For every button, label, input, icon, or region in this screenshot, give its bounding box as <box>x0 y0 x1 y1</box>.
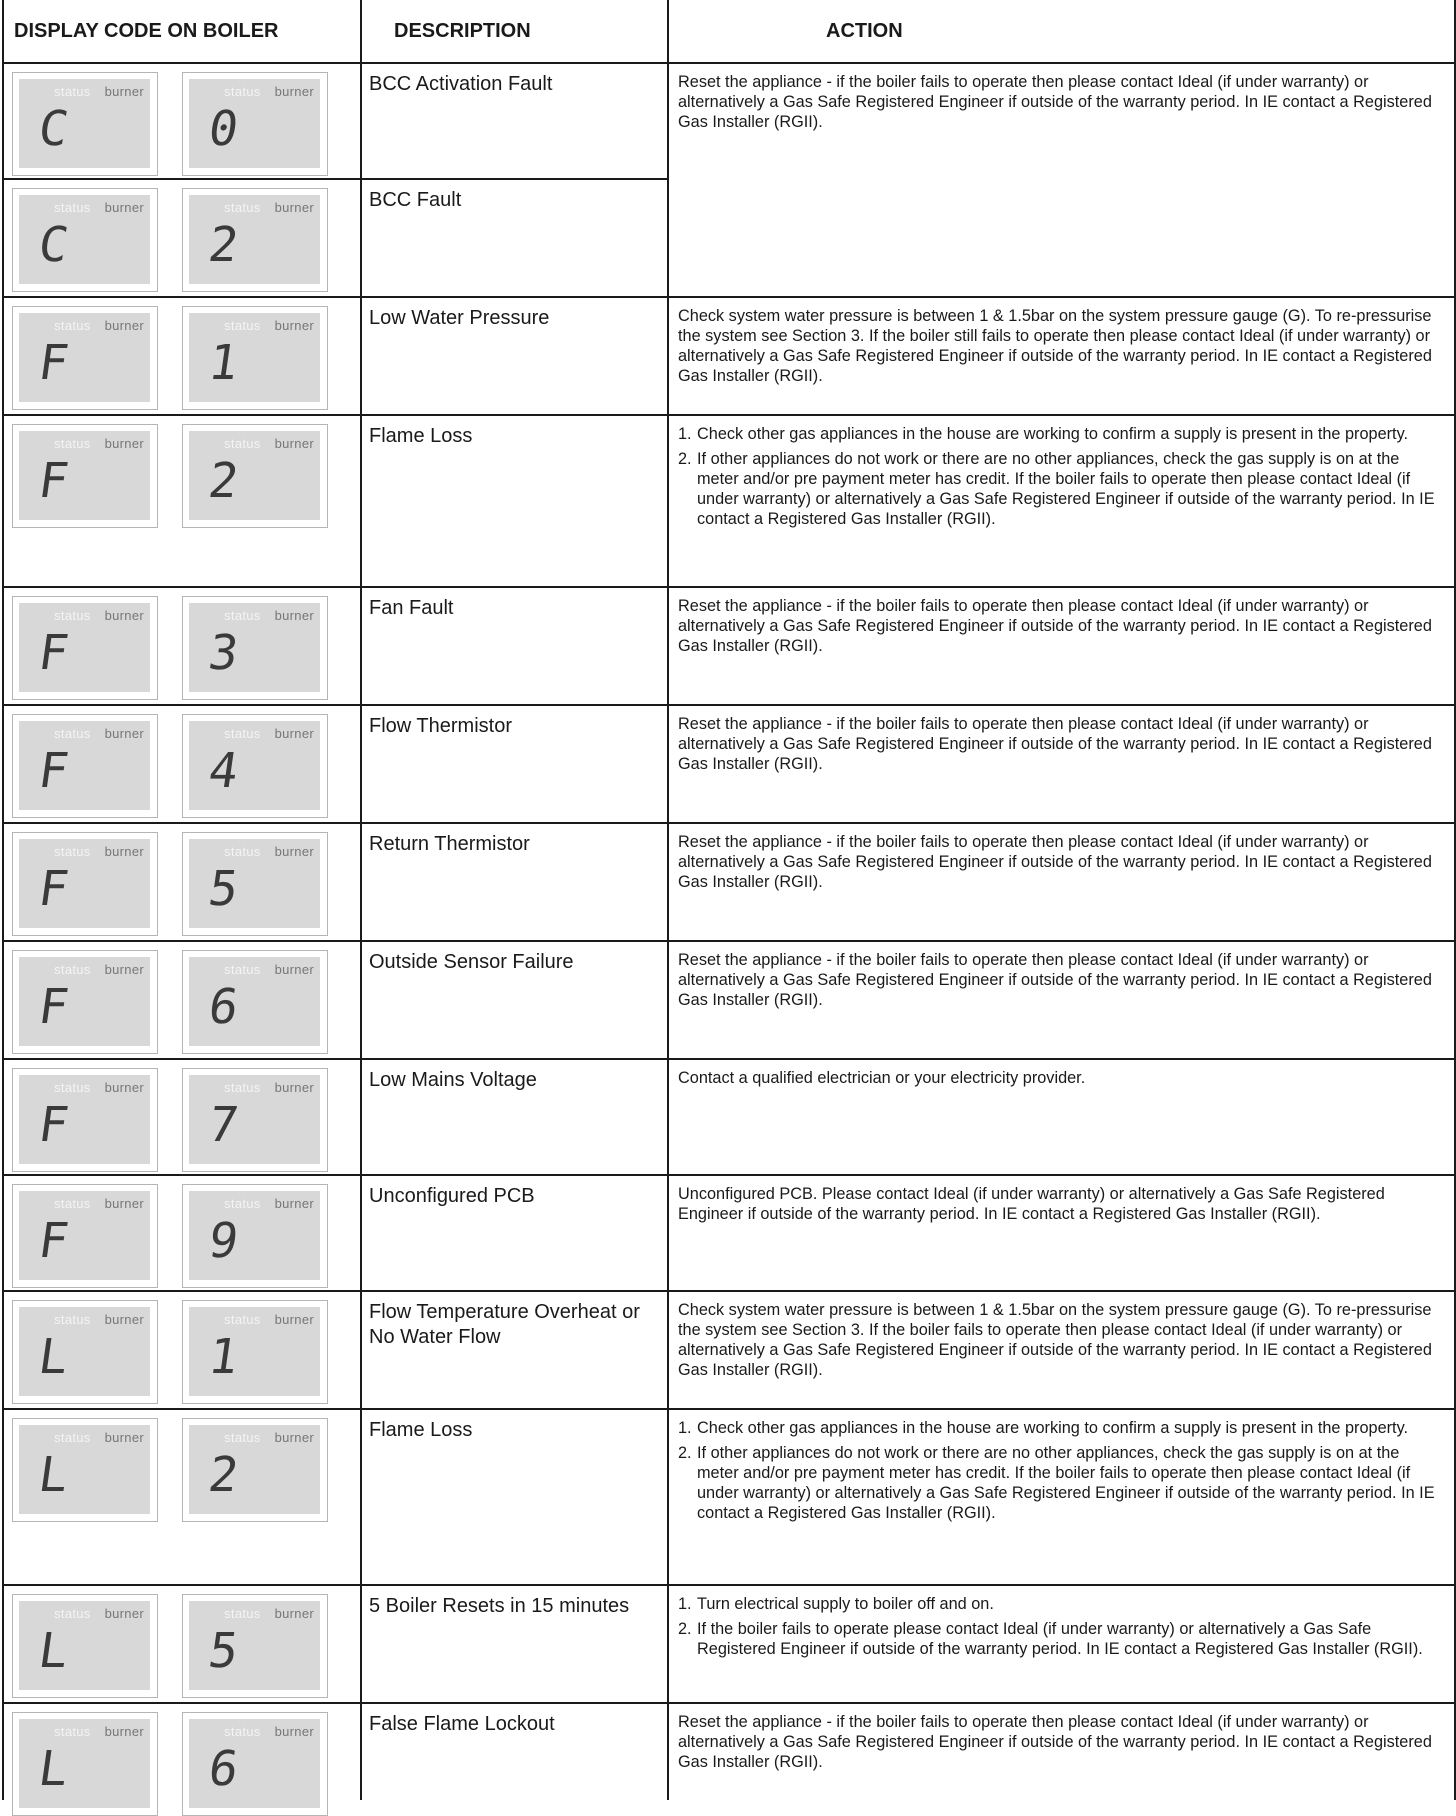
action-steps <box>678 1594 1442 1659</box>
status-label: status <box>54 1080 91 1095</box>
header-description: DESCRIPTION <box>394 19 531 42</box>
display-code-character: 6 <box>205 1741 242 1797</box>
header-action: ACTION <box>826 19 903 42</box>
display-labels <box>189 200 314 215</box>
display-code-character: 5 <box>205 861 242 917</box>
header-divider <box>2 62 1456 64</box>
display-code-character: F <box>35 1213 72 1269</box>
display-labels <box>189 84 314 99</box>
display-labels <box>189 962 314 977</box>
boiler-display <box>182 596 328 700</box>
display-screen <box>189 1719 320 1808</box>
step-number: 1. <box>678 1419 692 1437</box>
boiler-display <box>12 714 158 818</box>
burner-label: burner <box>274 726 314 741</box>
boiler-display <box>182 1712 328 1816</box>
status-label: status <box>54 1606 91 1621</box>
status-label: status <box>224 1606 261 1621</box>
step-text: If other appliances do not work or there are no other appliances, check the gas supply is on at the meter and/or pre payment meter has credit. If the boiler fails to operate then please contact Ideal (if under warranty) or alternatively a Gas Safe Registered Engineer if outside of the warranty period. In IE contact a Registered Gas Installer (RGII). <box>697 450 1435 528</box>
boiler-display <box>12 950 158 1054</box>
row-divider <box>2 586 1456 588</box>
display-labels <box>19 608 144 623</box>
boiler-display <box>182 1418 328 1522</box>
status-label: status <box>54 1430 91 1445</box>
fault-description: Outside Sensor Failure <box>369 951 574 973</box>
display-labels <box>19 1606 144 1621</box>
display-screen <box>189 1601 320 1690</box>
burner-label: burner <box>274 436 314 451</box>
fault-action <box>678 832 1442 892</box>
display-screen <box>189 603 320 692</box>
status-label: status <box>54 200 91 215</box>
row-divider <box>2 822 1456 824</box>
burner-label: burner <box>104 608 144 623</box>
action-text: Reset the appliance - if the boiler fails to operate then please contact Ideal (if under warranty) or alternatively a Gas Safe Registered Engineer if outside of the warranty period. In IE contact a Registered Gas Installer (RGII). <box>678 73 1432 131</box>
display-labels <box>19 1430 144 1445</box>
display-screen <box>19 1425 150 1514</box>
display-code-character: 6 <box>205 979 242 1035</box>
boiler-display <box>12 1300 158 1404</box>
fault-description: Flow Thermistor <box>369 715 512 737</box>
display-screen <box>19 1719 150 1808</box>
row-divider <box>2 1702 1456 1704</box>
display-labels <box>19 318 144 333</box>
boiler-display <box>182 714 328 818</box>
burner-label: burner <box>104 726 144 741</box>
display-labels <box>19 1312 144 1327</box>
fault-action <box>678 1068 1442 1088</box>
column-divider <box>667 0 669 1800</box>
fault-description: 5 Boiler Resets in 15 minutes <box>369 1595 630 1617</box>
display-screen <box>189 79 320 168</box>
fault-description: Low Water Pressure <box>369 307 550 329</box>
boiler-display <box>12 72 158 176</box>
boiler-display <box>12 188 158 292</box>
display-code-character: 2 <box>205 453 242 509</box>
action-step <box>678 424 1442 444</box>
display-screen <box>19 431 150 520</box>
display-code-character: 1 <box>205 335 242 391</box>
boiler-display <box>182 950 328 1054</box>
row-divider <box>2 1408 1456 1410</box>
action-steps <box>678 1418 1442 1523</box>
status-label: status <box>54 726 91 741</box>
display-screen <box>189 957 320 1046</box>
action-text: Reset the appliance - if the boiler fails to operate then please contact Ideal (if under warranty) or alternatively a Gas Safe Registered Engineer if outside of the warranty period. In IE contact a Registered Gas Installer (RGII). <box>678 597 1432 655</box>
display-labels <box>19 200 144 215</box>
action-text: Reset the appliance - if the boiler fails to operate then please contact Ideal (if under warranty) or alternatively a Gas Safe Registered Engineer if outside of the warranty period. In IE contact a Registered Gas Installer (RGII). <box>678 951 1432 1009</box>
display-labels <box>189 844 314 859</box>
fault-action <box>678 1418 1442 1528</box>
display-screen <box>19 1075 150 1164</box>
display-code-character: F <box>35 625 72 681</box>
boiler-display <box>12 1712 158 1816</box>
display-code-character: C <box>35 101 72 157</box>
display-labels <box>189 608 314 623</box>
display-screen <box>19 957 150 1046</box>
step-text: If the boiler fails to operate please contact Ideal (if under warranty) or alternatively a Gas Safe Registered Engineer if outside of the warranty period. In IE contact a Registered Gas Installer (RGII). <box>697 1620 1423 1658</box>
burner-label: burner <box>274 844 314 859</box>
step-text: Check other gas appliances in the house are working to confirm a supply is present in the property. <box>697 1419 1409 1437</box>
row-divider <box>2 1290 1456 1292</box>
fault-description: False Flame Lockout <box>369 1713 555 1735</box>
row-divider <box>2 296 1456 298</box>
display-labels <box>19 1724 144 1739</box>
display-labels <box>189 726 314 741</box>
display-code-character: L <box>35 1741 72 1797</box>
burner-label: burner <box>274 1312 314 1327</box>
step-number: 2. <box>678 1620 692 1638</box>
display-screen <box>189 431 320 520</box>
burner-label: burner <box>274 962 314 977</box>
fault-action <box>678 1594 1442 1664</box>
fault-action <box>678 72 1442 132</box>
step-number: 2. <box>678 450 692 468</box>
burner-label: burner <box>104 1430 144 1445</box>
status-label: status <box>224 1724 261 1739</box>
boiler-display <box>182 1184 328 1288</box>
display-screen <box>189 1191 320 1280</box>
row-divider <box>2 1584 1456 1586</box>
fault-description: Low Mains Voltage <box>369 1069 537 1091</box>
display-screen <box>19 195 150 284</box>
boiler-display <box>12 424 158 528</box>
burner-label: burner <box>104 1724 144 1739</box>
status-label: status <box>54 1312 91 1327</box>
display-screen <box>189 313 320 402</box>
status-label: status <box>54 844 91 859</box>
display-code-character: F <box>35 335 72 391</box>
display-screen <box>19 839 150 928</box>
status-label: status <box>54 608 91 623</box>
step-text: Turn electrical supply to boiler off and on. <box>697 1595 994 1613</box>
row-divider <box>2 704 1456 706</box>
display-labels <box>189 1196 314 1211</box>
burner-label: burner <box>104 200 144 215</box>
status-label: status <box>224 1430 261 1445</box>
display-screen <box>19 721 150 810</box>
step-text: Check other gas appliances in the house are working to confirm a supply is present in the property. <box>697 425 1409 443</box>
boiler-display <box>12 1594 158 1698</box>
display-labels <box>189 1080 314 1095</box>
status-label: status <box>224 318 261 333</box>
burner-label: burner <box>274 1724 314 1739</box>
display-screen <box>19 1307 150 1396</box>
fault-action <box>678 1184 1442 1224</box>
display-code-character: F <box>35 1097 72 1153</box>
display-labels <box>189 1606 314 1621</box>
display-screen <box>189 1075 320 1164</box>
display-code-character: F <box>35 979 72 1035</box>
header-display-code: DISPLAY CODE ON BOILER <box>14 19 279 42</box>
step-number: 2. <box>678 1444 692 1462</box>
fault-description: Flow Temperature Overheat or No Water Flow <box>369 1301 640 1348</box>
fault-action <box>678 424 1442 534</box>
display-code-character: C <box>35 217 72 273</box>
burner-label: burner <box>104 1312 144 1327</box>
burner-label: burner <box>104 962 144 977</box>
status-label: status <box>224 962 261 977</box>
fault-description: Flame Loss <box>369 425 473 447</box>
action-step <box>678 449 1442 529</box>
status-label: status <box>54 318 91 333</box>
status-label: status <box>54 436 91 451</box>
display-labels <box>19 726 144 741</box>
boiler-display <box>182 188 328 292</box>
status-label: status <box>224 726 261 741</box>
boiler-display <box>182 424 328 528</box>
fault-action <box>678 950 1442 1010</box>
display-screen <box>189 721 320 810</box>
display-labels <box>189 436 314 451</box>
fault-description: Flame Loss <box>369 1419 473 1441</box>
table-border-left <box>2 0 4 1800</box>
boiler-display <box>12 1418 158 1522</box>
status-label: status <box>224 1196 261 1211</box>
display-labels <box>189 1430 314 1445</box>
display-screen <box>19 79 150 168</box>
boiler-display <box>12 306 158 410</box>
display-code-character: 4 <box>205 743 242 799</box>
action-text: Contact a qualified electrician or your electricity provider. <box>678 1069 1086 1087</box>
action-steps <box>678 424 1442 529</box>
status-label: status <box>224 1080 261 1095</box>
display-labels <box>19 844 144 859</box>
boiler-display <box>12 596 158 700</box>
burner-label: burner <box>104 1606 144 1621</box>
fault-action <box>678 1712 1442 1772</box>
row-divider <box>2 940 1456 942</box>
boiler-display <box>12 1068 158 1172</box>
action-text: Check system water pressure is between 1 & 1.5bar on the system pressure gauge (G). To re-pressurise the system see Section 3. If the boiler still fails to operate then please contact Ideal (if under warranty) or alternatively a Gas Safe Registered Engineer if outside of the warranty period. In IE contact a Registered Gas Installer (RGII). <box>678 307 1432 385</box>
action-text: Reset the appliance - if the boiler fails to operate then please contact Ideal (if under warranty) or alternatively a Gas Safe Registered Engineer if outside of the warranty period. In IE contact a Registered Gas Installer (RGII). <box>678 833 1432 891</box>
display-screen <box>19 603 150 692</box>
row-divider <box>2 414 1456 416</box>
burner-label: burner <box>274 1196 314 1211</box>
burner-label: burner <box>274 1606 314 1621</box>
burner-label: burner <box>104 436 144 451</box>
action-text: Reset the appliance - if the boiler fails to operate then please contact Ideal (if under warranty) or alternatively a Gas Safe Registered Engineer if outside of the warranty period. In IE contact a Registered Gas Installer (RGII). <box>678 1713 1432 1771</box>
status-label: status <box>54 1724 91 1739</box>
action-step <box>678 1619 1442 1659</box>
action-step <box>678 1418 1442 1438</box>
action-text: Unconfigured PCB. Please contact Ideal (if under warranty) or alternatively a Gas Safe Registered Engineer if outside of the warranty period. In IE contact a Registered Gas Installer (RGII). <box>678 1185 1385 1223</box>
boiler-display <box>12 832 158 936</box>
boiler-display <box>182 1300 328 1404</box>
burner-label: burner <box>104 1196 144 1211</box>
display-screen <box>189 1307 320 1396</box>
status-label: status <box>224 844 261 859</box>
fault-description: Unconfigured PCB <box>369 1185 535 1207</box>
burner-label: burner <box>274 608 314 623</box>
status-label: status <box>224 436 261 451</box>
status-label: status <box>224 84 261 99</box>
fault-description: Fan Fault <box>369 597 454 619</box>
burner-label: burner <box>274 1430 314 1445</box>
display-screen <box>19 1601 150 1690</box>
burner-label: burner <box>104 844 144 859</box>
display-labels <box>19 1196 144 1211</box>
display-code-character: L <box>35 1623 72 1679</box>
burner-label: burner <box>104 1080 144 1095</box>
step-number: 1. <box>678 1595 692 1613</box>
display-labels <box>189 1312 314 1327</box>
burner-label: burner <box>274 318 314 333</box>
burner-label: burner <box>104 84 144 99</box>
status-label: status <box>54 84 91 99</box>
display-code-character: F <box>35 453 72 509</box>
display-labels <box>19 962 144 977</box>
boiler-display <box>182 306 328 410</box>
fault-action <box>678 306 1442 386</box>
fault-action <box>678 1300 1442 1380</box>
status-label: status <box>54 1196 91 1211</box>
display-labels <box>19 84 144 99</box>
step-text: If other appliances do not work or there are no other appliances, check the gas supply is on at the meter and/or pre payment meter has credit. If the boiler fails to operate then please contact Ideal (if under warranty) or alternatively a Gas Safe Registered Engineer if outside of the warranty period. In IE contact a Registered Gas Installer (RGII). <box>697 1444 1435 1522</box>
burner-label: burner <box>104 318 144 333</box>
status-label: status <box>54 962 91 977</box>
fault-description: Return Thermistor <box>369 833 530 855</box>
display-code-character: 2 <box>205 1447 242 1503</box>
display-code-character: F <box>35 743 72 799</box>
row-divider <box>2 1174 1456 1176</box>
boiler-display <box>12 1184 158 1288</box>
display-code-character: 1 <box>205 1329 242 1385</box>
row-divider <box>2 1058 1456 1060</box>
boiler-display <box>182 1068 328 1172</box>
burner-label: burner <box>274 200 314 215</box>
status-label: status <box>224 608 261 623</box>
fault-description: BCC Activation Fault <box>369 73 553 95</box>
display-labels <box>189 1724 314 1739</box>
display-screen <box>19 1191 150 1280</box>
boiler-display <box>182 1594 328 1698</box>
column-divider <box>360 0 362 1800</box>
status-label: status <box>224 200 261 215</box>
display-labels <box>19 436 144 451</box>
step-number: 1. <box>678 425 692 443</box>
display-labels <box>189 318 314 333</box>
display-code-character: F <box>35 861 72 917</box>
display-code-character: L <box>35 1447 72 1503</box>
burner-label: burner <box>274 1080 314 1095</box>
boiler-display <box>182 72 328 176</box>
display-code-character: 2 <box>205 217 242 273</box>
display-screen <box>189 195 320 284</box>
display-screen <box>19 313 150 402</box>
display-code-character: 3 <box>205 625 242 681</box>
burner-label: burner <box>274 84 314 99</box>
fault-action <box>678 596 1442 656</box>
status-label: status <box>224 1312 261 1327</box>
display-screen <box>189 839 320 928</box>
row-divider <box>2 178 669 180</box>
action-step <box>678 1443 1442 1523</box>
action-text: Check system water pressure is between 1 & 1.5bar on the system pressure gauge (G). To re-pressurise the system see Section 3. If the boiler fails to operate then please contact Ideal (if under warranty) or alternatively a Gas Safe Registered Engineer if outside of the warranty period. In IE contact a Registered Gas Installer (RGII). <box>678 1301 1432 1379</box>
display-code-character: L <box>35 1329 72 1385</box>
display-code-character: 0 <box>205 101 242 157</box>
fault-description: BCC Fault <box>369 189 462 211</box>
action-text: Reset the appliance - if the boiler fails to operate then please contact Ideal (if under warranty) or alternatively a Gas Safe Registered Engineer if outside of the warranty period. In IE contact a Registered Gas Installer (RGII). <box>678 715 1432 773</box>
display-screen <box>189 1425 320 1514</box>
action-step <box>678 1594 1442 1614</box>
display-code-character: 5 <box>205 1623 242 1679</box>
boiler-display <box>182 832 328 936</box>
display-code-character: 9 <box>205 1213 242 1269</box>
display-labels <box>19 1080 144 1095</box>
display-code-character: 7 <box>205 1097 242 1153</box>
fault-action <box>678 714 1442 774</box>
